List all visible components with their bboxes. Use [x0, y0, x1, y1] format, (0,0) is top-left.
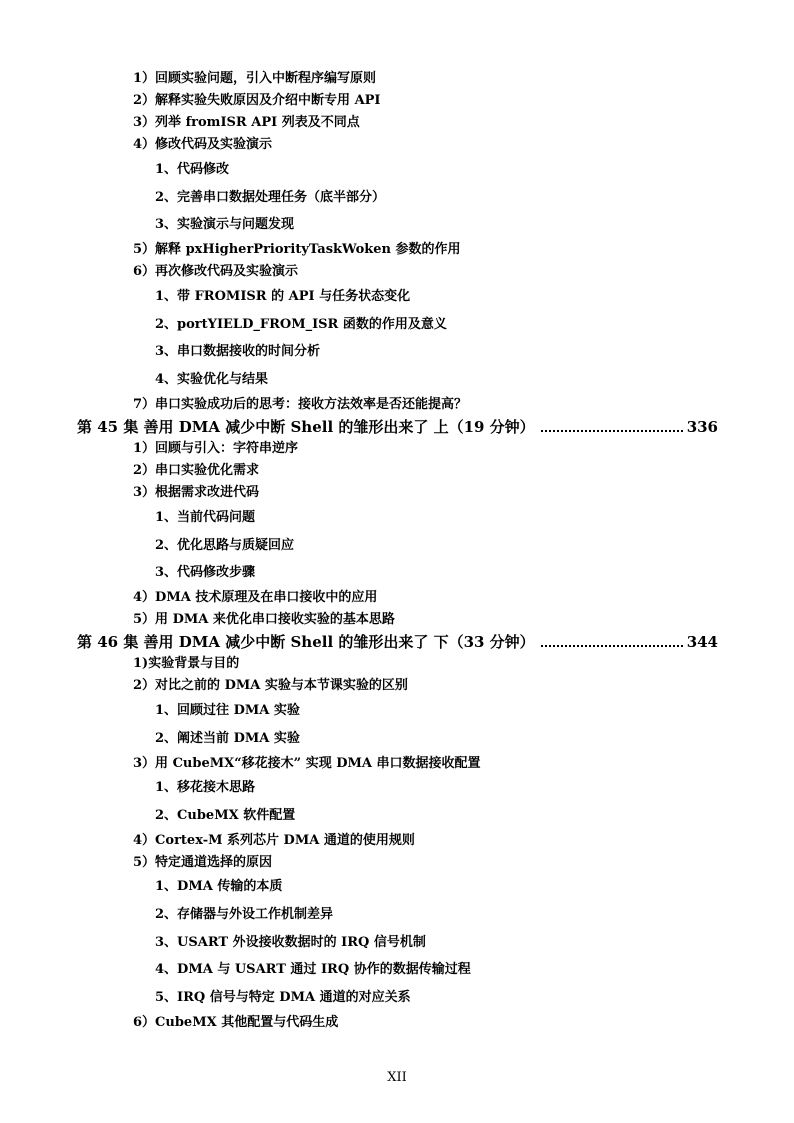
toc-item: 1）回顾实验问题，引入中断程序编写原则 [133, 71, 377, 86]
toc-subitem: 3、代码修改步骤 [155, 565, 256, 580]
toc-subitem: 2、portYIELD_FROM_ISR 函数的作用及意义 [155, 317, 447, 332]
toc-item: 6）CubeMX 其他配置与代码生成 [133, 1015, 339, 1030]
toc-subitem: 1、当前代码问题 [155, 510, 256, 525]
toc-item: 4）修改代码及实验演示 [133, 137, 273, 152]
toc-subitem: 2、存储器与外设工作机制差异 [155, 907, 334, 922]
toc-item: 5）用 DMA 来优化串口接收实验的基本思路 [133, 612, 395, 627]
toc-item: 1)实验背景与目的 [133, 656, 240, 671]
toc-item: 2）串口实验优化需求 [133, 463, 260, 478]
toc-subitem: 1、DMA 传输的本质 [155, 879, 283, 894]
toc-item: 1）回顾与引入：字符串逆序 [133, 441, 299, 456]
toc-subitem: 2、阐述当前 DMA 实验 [155, 731, 300, 746]
toc-subitem: 1、移花接木思路 [155, 780, 256, 795]
toc-subitem: 3、实验演示与问题发现 [155, 217, 295, 232]
chapter-title: 第 45 集 善用 DMA 减少中断 Shell 的雏形出来了 上（19 分钟） [77, 418, 535, 436]
dot-leader [541, 430, 683, 432]
toc-subitem: 1、带 FROMISR 的 API 与任务状态变化 [155, 289, 411, 304]
chapter-46-heading[interactable] [77, 633, 718, 651]
chapter-page-number: 344 [686, 633, 718, 651]
toc-item: 5）特定通道选择的原因 [133, 855, 273, 870]
toc-item: 2）解释实验失败原因及介绍中断专用 API [133, 93, 381, 108]
toc-item: 3）用 CubeMX“移花接木” 实现 DMA 串口数据接收配置 [133, 756, 481, 771]
toc-subitem: 4、实验优化与结果 [155, 372, 269, 387]
toc-subitem: 2、CubeMX 软件配置 [155, 808, 296, 823]
toc-item: 4）DMA 技术原理及在串口接收中的应用 [133, 590, 378, 605]
toc-subitem: 2、完善串口数据处理任务（底半部分） [155, 190, 386, 205]
toc-item: 3）列举 fromISR API 列表及不同点 [133, 115, 360, 130]
toc-subitem: 3、USART 外设接收数据时的 IRQ 信号机制 [155, 935, 426, 950]
toc-item: 5）解释 pxHigherPriorityTaskWoken 参数的作用 [133, 242, 461, 257]
chapter-page-number: 336 [686, 418, 718, 436]
toc-item: 6）再次修改代码及实验演示 [133, 264, 299, 279]
toc-item: 4）Cortex-M 系列芯片 DMA 通道的使用规则 [133, 833, 415, 848]
page-number-footer: XII [387, 1070, 407, 1085]
chapter-title: 第 46 集 善用 DMA 减少中断 Shell 的雏形出来了 下（33 分钟） [77, 633, 535, 651]
toc-item: 2）对比之前的 DMA 实验与本节课实验的区别 [133, 678, 408, 693]
toc-subitem: 1、回顾过往 DMA 实验 [155, 703, 300, 718]
toc-subitem: 5、IRQ 信号与特定 DMA 通道的对应关系 [155, 990, 411, 1005]
toc-subitem: 4、DMA 与 USART 通过 IRQ 协作的数据传输过程 [155, 962, 471, 977]
dot-leader [541, 645, 683, 647]
toc-subitem: 2、优化思路与质疑回应 [155, 538, 295, 553]
toc-subitem: 3、串口数据接收的时间分析 [155, 344, 321, 359]
toc-item: 7）串口实验成功后的思考：接收方法效率是否还能提高？ [133, 397, 468, 412]
chapter-45-heading[interactable] [77, 418, 718, 436]
toc-item: 3）根据需求改进代码 [133, 485, 260, 500]
toc-subitem: 1、代码修改 [155, 162, 230, 177]
